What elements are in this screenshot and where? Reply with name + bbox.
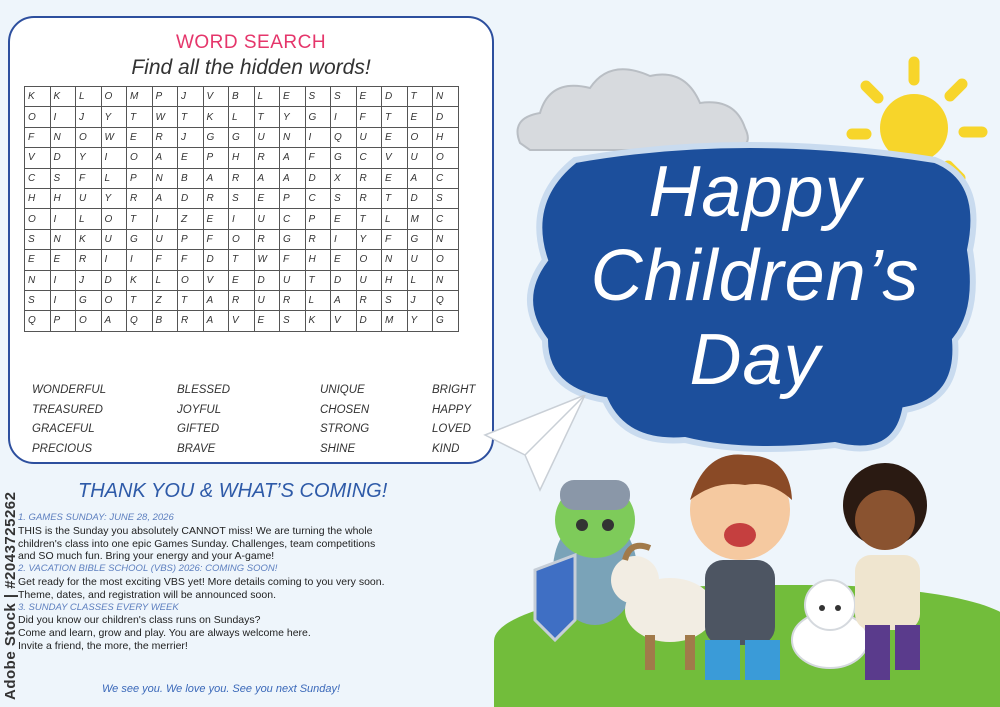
grid-letter: N [152,168,178,188]
grid-letter: O [433,250,459,270]
grid-letter: M [382,311,408,331]
grid-letter: I [50,290,76,310]
grid-letter: L [407,270,433,290]
grid-letter: S [382,290,408,310]
grid-letter: E [331,250,357,270]
search-word: JOYFUL [177,403,222,416]
announcement-heading: 1. GAMES SUNDAY: JUNE 28, 2026 [18,512,174,523]
grid-letter: O [127,148,153,168]
search-word: BRIGHT [432,384,476,396]
announcements [18,512,488,653]
grid-letter: L [101,168,127,188]
grid-letter: L [305,290,331,310]
grid-letter: R [254,148,280,168]
grid-letter: U [407,250,433,270]
boy-icon [690,455,792,680]
grid-letter: R [127,188,153,208]
grid-letter: I [101,148,127,168]
grid-letter: S [331,188,357,208]
grid-letter: G [280,229,306,249]
grid-letter: A [280,148,306,168]
grid-letter: U [152,229,178,249]
grid-letter: E [127,127,153,147]
grid-letter: W [254,250,280,270]
word-column-4 [432,384,475,463]
grid-letter: E [229,270,255,290]
announcement-text: THIS is the Sunday you absolutely CANNOT miss! We are turning the whole [18,524,373,537]
grid-letter: K [305,311,331,331]
grid-letter: G [433,311,459,331]
search-word: BRAVE [177,443,216,456]
grid-letter: R [356,168,382,188]
grid-letter: O [229,229,255,249]
word-search-card [8,16,494,464]
grid-letter: L [254,87,280,107]
grid-letter: L [76,87,102,107]
grid-letter: T [382,107,408,127]
grid-letter: T [254,107,280,127]
grid-letter: E [254,311,280,331]
search-word: UNIQUE [320,384,365,396]
goat-icon [611,546,715,670]
grid-letter: E [382,127,408,147]
grid-letter: N [433,87,459,107]
grid-letter: B [229,87,255,107]
thank-you-title: THANK YOU & WHAT’S COMING! [78,480,388,502]
grid-letter: N [433,270,459,290]
grid-letter: A [203,168,229,188]
grid-letter: S [331,87,357,107]
grid-letter: P [152,87,178,107]
turtle-knight-icon [535,480,637,640]
grid-letter: V [331,311,357,331]
word-search-subtitle: Find all the hidden words! [131,56,371,79]
grid-letter: D [101,270,127,290]
headline-line-3: Day [689,320,821,400]
grid-letter: T [127,290,153,310]
grid-letter: U [356,270,382,290]
grid-letter: M [127,87,153,107]
grid-letter: N [280,127,306,147]
grid-letter: F [178,250,204,270]
grid-letter: A [407,168,433,188]
grid-letter: S [25,229,51,249]
grid-letter: E [178,148,204,168]
grid-letter: S [25,290,51,310]
grid-letter: D [331,270,357,290]
grid-row [25,87,459,107]
announcement-text: Theme, dates, and registration will be announced soon. [18,588,276,601]
grid-letter: G [331,148,357,168]
grid-letter: V [25,148,51,168]
grid-letter: F [76,168,102,188]
search-word: HAPPY [432,403,471,416]
grid-letter: R [254,229,280,249]
grid-letter: O [178,270,204,290]
grid-letter: D [254,270,280,290]
grid-letter: Q [331,127,357,147]
grid-letter: O [101,87,127,107]
grid-letter: G [305,107,331,127]
grid-letter: C [305,188,331,208]
grid-letter: L [152,270,178,290]
grid-letter: E [356,87,382,107]
grid-letter: Q [25,311,51,331]
grid-letter: T [407,87,433,107]
grid-letter: T [127,107,153,127]
search-word: GIFTED [177,423,220,436]
grid-letter: I [50,107,76,127]
grid-row [25,168,459,188]
grid-letter: D [203,250,229,270]
grid-letter: A [331,290,357,310]
grid-letter: B [178,168,204,188]
grid-letter: U [280,270,306,290]
grid-letter: E [25,250,51,270]
grid-letter: S [280,311,306,331]
grid-letter: E [331,209,357,229]
search-word: LOVED [432,423,471,436]
search-word: KIND [432,443,460,456]
grid-letter: R [229,168,255,188]
grid-letter: X [331,168,357,188]
announcement-text: Did you know our children's class runs on Sundays? [18,614,261,627]
grid-letter: K [50,87,76,107]
grid-letter: G [229,127,255,147]
word-column-3 [320,384,369,463]
announcement-text: children's class into one epic Games Sunday. Challenges, team competitions [18,537,376,550]
grid-letter: A [101,311,127,331]
grid-letter: O [76,127,102,147]
grid-letter: A [152,188,178,208]
grid-row [25,290,459,310]
grid-letter: K [76,229,102,249]
grid-letter: R [76,250,102,270]
grid-letter: K [127,270,153,290]
grid-letter: P [305,209,331,229]
grid-letter: V [203,270,229,290]
search-word: WONDERFUL [32,384,107,396]
grid-letter: U [76,188,102,208]
grid-letter: V [203,87,229,107]
grid-letter: S [433,188,459,208]
grid-letter: T [127,209,153,229]
grid-letter: J [76,270,102,290]
grid-letter: T [356,209,382,229]
search-word: SHINE [320,443,356,456]
grid-row [25,107,459,127]
grid-letter: Y [76,148,102,168]
grid-row [25,209,459,229]
grid-letter: G [407,229,433,249]
grid-letter: E [50,250,76,270]
grid-letter: H [433,127,459,147]
grid-letter: N [50,127,76,147]
grid-letter: H [50,188,76,208]
announcement-text: Come and learn, grow and play. You are always welcome here. [18,627,311,640]
grid-letter: E [203,209,229,229]
grid-letter: Y [356,229,382,249]
grid-letter: C [433,209,459,229]
grid-letter: D [382,87,408,107]
grid-letter: R [356,188,382,208]
grid-letter: J [76,107,102,127]
grid-letter: J [178,87,204,107]
grid-row [25,250,459,270]
search-word: STRONG [320,423,370,436]
headline [520,150,990,402]
grid-letter: A [203,311,229,331]
grid-letter: L [76,209,102,229]
announcement-heading: 2. VACATION BIBLE SCHOOL (VBS) 2026: COMING SOON! [18,563,278,575]
grid-letter: W [152,107,178,127]
grid-letter: G [76,290,102,310]
grid-letter: S [229,188,255,208]
grid-letter: E [280,87,306,107]
grid-letter: F [25,127,51,147]
grid-letter: Q [127,311,153,331]
grid-letter: R [280,290,306,310]
grid-letter: I [152,209,178,229]
letter-grid [24,86,459,332]
grid-letter: U [407,148,433,168]
search-word: PRECIOUS [32,443,93,456]
grid-letter: U [254,209,280,229]
grid-letter: Z [152,290,178,310]
grid-letter: Z [178,209,204,229]
grid-letter: V [382,148,408,168]
grid-letter: F [203,229,229,249]
word-search-title: WORD SEARCH [175,32,327,53]
grid-letter: Y [280,107,306,127]
grid-letter: E [382,168,408,188]
grid-row [25,148,459,168]
grid-row [25,270,459,290]
grid-letter: R [305,229,331,249]
grid-letter: O [25,107,51,127]
announcement-text: and SO much fun. Bring your energy and your A-game! [18,550,275,563]
grid-letter: I [50,209,76,229]
grid-letter: K [25,87,51,107]
grid-letter: F [356,107,382,127]
grid-letter: D [407,188,433,208]
grid-letter: U [254,290,280,310]
search-word: BLESSED [177,384,231,396]
grid-letter: P [50,311,76,331]
children-illustration [530,440,970,707]
announcement-text: Invite a friend, the more, the merrier! [18,639,188,652]
grid-letter: R [178,311,204,331]
grid-letter: U [101,229,127,249]
headline-line-1: Happy [648,152,862,232]
grid-letter: T [382,188,408,208]
grid-letter: A [152,148,178,168]
grid-row [25,229,459,249]
grid-letter: F [280,250,306,270]
grid-letter: T [229,250,255,270]
grid-row [25,311,459,331]
grid-letter: C [356,148,382,168]
grid-letter: N [382,250,408,270]
grid-letter: I [50,270,76,290]
grid-row [25,188,459,208]
grid-letter: O [25,209,51,229]
grid-letter: D [356,311,382,331]
grid-letter: D [305,168,331,188]
grid-letter: G [203,127,229,147]
grid-letter: V [229,311,255,331]
grid-letter: I [331,229,357,249]
grid-letter: P [178,229,204,249]
grid-letter: L [382,209,408,229]
search-word: GRACEFUL [32,423,95,436]
grid-letter: J [178,127,204,147]
grid-letter: R [356,290,382,310]
grid-letter: O [433,148,459,168]
word-column-1 [32,384,106,463]
grid-row [25,127,459,147]
grid-letter: C [280,209,306,229]
grid-letter: E [407,107,433,127]
grid-letter: O [356,250,382,270]
search-word: CHOSEN [320,403,370,416]
grid-letter: T [178,290,204,310]
grid-letter: N [25,270,51,290]
word-column-2 [177,384,230,463]
grid-letter: I [229,209,255,229]
grid-letter: J [407,290,433,310]
grid-letter: A [203,290,229,310]
grid-letter: P [203,148,229,168]
grid-letter: H [382,270,408,290]
grid-letter: Q [433,290,459,310]
grid-letter: M [407,209,433,229]
grid-letter: I [101,250,127,270]
grid-letter: A [280,168,306,188]
grid-letter: O [407,127,433,147]
grid-letter: T [178,107,204,127]
grid-letter: L [229,107,255,127]
grid-letter: C [25,168,51,188]
grid-letter: U [254,127,280,147]
grid-letter: K [203,107,229,127]
grid-letter: P [127,168,153,188]
grid-letter: I [305,127,331,147]
grid-letter: C [433,168,459,188]
announcement-heading: 3. SUNDAY CLASSES EVERY WEEK [18,601,179,613]
grid-letter: D [433,107,459,127]
grid-letter: R [203,188,229,208]
grid-letter: H [229,148,255,168]
grid-letter: W [101,127,127,147]
grid-letter: H [25,188,51,208]
thank-you-footer: We see you. We love you. See you next Sunday! [102,683,341,695]
grid-letter: G [127,229,153,249]
grid-letter: I [127,250,153,270]
grid-letter: R [229,290,255,310]
grid-letter: O [101,290,127,310]
grid-letter: E [254,188,280,208]
grid-letter: I [331,107,357,127]
grid-letter: P [280,188,306,208]
grid-letter: A [254,168,280,188]
grid-letter: R [152,127,178,147]
grid-letter: Y [101,107,127,127]
announcement-text: Get ready for the most exciting VBS yet! More details coming to you very soon. [18,575,385,588]
grid-letter: T [305,270,331,290]
grid-letter: Y [101,188,127,208]
grid-letter: O [76,311,102,331]
grid-letter: F [305,148,331,168]
stock-watermark: Adobe Stock | #2043725262 [2,491,19,700]
grid-letter: F [152,250,178,270]
grid-letter: Y [407,311,433,331]
headline-line-2: Children’s [590,236,920,316]
grid-letter: D [178,188,204,208]
grid-letter: S [50,168,76,188]
grid-letter: D [50,148,76,168]
grid-letter: H [305,250,331,270]
search-word: TREASURED [32,403,103,416]
grid-letter: N [50,229,76,249]
grid-letter: S [305,87,331,107]
grid-letter: B [152,311,178,331]
grid-letter: U [356,127,382,147]
grid-letter: N [433,229,459,249]
grid-letter: F [382,229,408,249]
grid-letter: O [101,209,127,229]
